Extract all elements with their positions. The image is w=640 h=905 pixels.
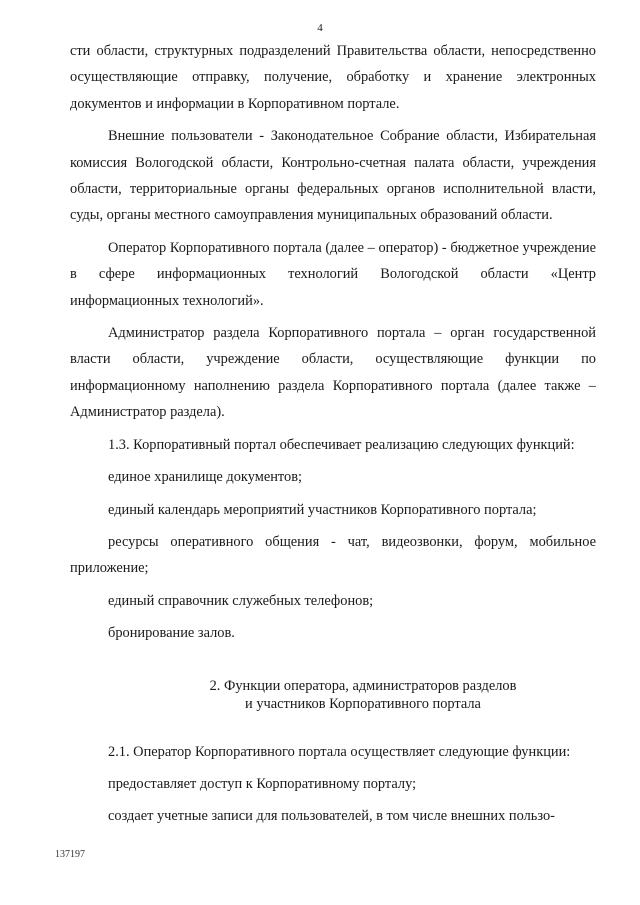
section-2-title-line1: 2. Функции оператора, администраторов разделов bbox=[209, 677, 517, 694]
document-code: 137197 bbox=[55, 849, 85, 860]
section-2-title-line2: и участников Корпоративного портала bbox=[245, 695, 481, 712]
list-item: единый справочник служебных телефонов; bbox=[108, 592, 374, 609]
list-item: создает учетные записи для пользователей, в том числе внешних пользо- bbox=[108, 808, 555, 825]
paragraph-clause-2-1: 2.1. Оператор Корпоративного портала осуществляет следующие функции: bbox=[108, 743, 571, 760]
list-item: единое хранилище документов; bbox=[108, 469, 302, 486]
list-item: единый календарь мероприятий участников Корпоративного портала; bbox=[108, 501, 537, 518]
list-item: предоставляет доступ к Корпоративному порталу; bbox=[108, 775, 417, 792]
paragraph-clause-1-3: 1.3. Корпоративный портал обеспечивает реализацию следующих функций: bbox=[108, 436, 575, 453]
list-item: ресурсы оперативного общения - чат, видеозвонки, форум, мобильное приложение; bbox=[70, 533, 596, 577]
list-item: бронирование залов. bbox=[108, 625, 235, 642]
section-2-title bbox=[70, 677, 596, 713]
page-number: 4 bbox=[317, 22, 323, 34]
document-body bbox=[70, 38, 596, 830]
paragraph-section-admin: Администратор раздела Корпоративного портала – орган государственной власти области, учреждение области, осуществляющие функции по информационному наполнению раздела Корпоративного портала (далее также – Администратор раздела). bbox=[70, 325, 596, 421]
paragraph-operator: Оператор Корпоративного портала (далее – оператор) - бюджетное учреждение в сфере информационных технологий Вологодской области «Центр информационных технологий». bbox=[70, 239, 596, 309]
paragraph-external-users: Внешние пользователи - Законодательное Собрание области, Избирательная комиссия Вологодской области, Контрольно-счетная палата области, учреждения области, территориальные органы федеральных органов исполнительной власти, суды, органы местного самоуправления муниципальных образований области. bbox=[70, 128, 596, 224]
paragraph-continuation: сти области, структурных подразделений Правительства области, непосредственно осуществляющие отправку, получение, обработку и хранение электронных документов и информации в Корпоративном портале. bbox=[70, 43, 596, 112]
